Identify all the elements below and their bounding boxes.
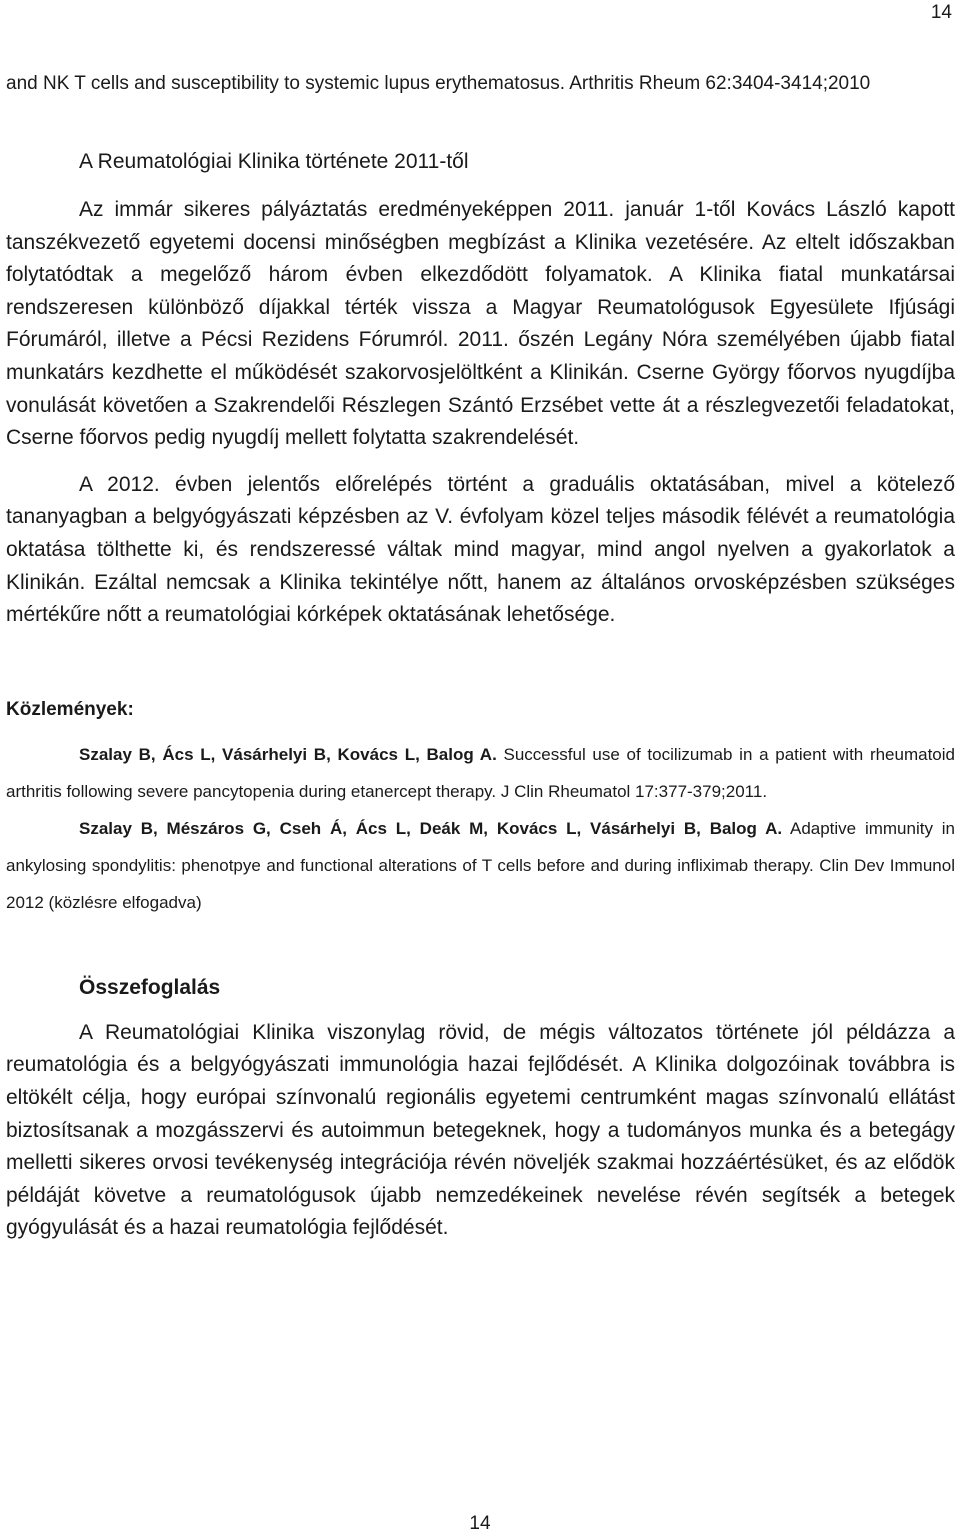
document-body xyxy=(6,70,955,1245)
reference-continuation: and NK T cells and susceptibility to systemic lupus erythematosus. Arthritis Rheum 62:3404-3414;2010 xyxy=(6,73,871,94)
publication-text: Adaptive immunity in ankylosing spondylitis: phenotpye and functional alterations of T cells before and during infliximab therapy. Clin Dev Immunol 2012 (közlésre elfogadva) xyxy=(6,818,955,912)
page-number-bottom: 14 xyxy=(469,1513,491,1534)
publications-title: Közlemények: xyxy=(6,698,134,720)
publication-item xyxy=(6,736,955,810)
summary-paragraph: A Reumatológiai Klinika viszonylag rövid, de mégis változatos története jól példázza a reumatológia és a belgyógyászati immunológia hazai fejlődését. A Klinika dolgozóinak továbbra is eltökélt célja, hogy európai színvonalú regionális egyetemi centrumként magas színvonalú ellátást biztosítsanak a mozgásszervi és autoimmun betegeknek, hogy a tudományos munka és a betegágy melletti sikeres orvosi tevékenység integrációja révén növeljék szakmai hozzáértésüket, és az elődök példáját követve a reumatológusok újabb nemzedékeinek nevelése révén segítsék a betegek gyógyulását és a hazai reumatológia fejlődését. xyxy=(6,1020,955,1240)
publication-authors: Szalay B, Ács L, Vásárhelyi B, Kovács L, Balog A. xyxy=(79,744,497,764)
history-section-title: A Reumatológiai Klinika története 2011-től xyxy=(79,150,469,173)
publication-item xyxy=(6,810,955,921)
publication-text: Successful use of tocilizumab in a patient with rheumatoid arthritis following severe pancytopenia during etanercept therapy. J Clin Rheumatol 17:377-379;2011. xyxy=(6,744,955,801)
summary-title: Összefoglalás xyxy=(79,975,221,999)
page-number-top: 14 xyxy=(930,2,952,23)
history-paragraph-2: A 2012. évben jelentős előrelépés történt a graduális oktatásában, mivel a kötelező tananyagban a belgyógyászati képzésben az V. évfolyam közel teljes második félévét a reumatológia oktatása tölthette ki, és rendszeressé váltak mind magyar, mind angol nyelven a gyakorlatok a Klinikán. Ezáltal nemcsak a Klinika tekintélye nőtt, hanem az általános orvosképzésben szükséges mértékűre nőtt a reumatológiai kórképek oktatásának lehetősége. xyxy=(6,472,955,627)
history-paragraph-1: Az immár sikeres pályáztatás eredményeképpen 2011. január 1-től Kovács László kapott tanszékvezető egyetemi docensi minőségben megbízást a Klinika vezetésére. Az eltelt időszakban folytatódtak a megelőző három évben elkezdődött folyamatok. A Klinika fiatal munkatársai rendszeresen különböző díjakkal térték vissza a Magyar Reumatológusok Egyesülete Ifjúsági Fórumáról, illetve a Pécsi Rezidens Fórumról. 2011. őszén Legány Nóra személyében újabb fiatal munkatárs kezdhette el működését szakorvosjelöltként a Klinikán. Cserne György főorvos nyugdíjba vonulását követően a Szakrendelői Részlegen Szántó Erzsébet vette át a részlegvezetői feladatokat, Cserne főorvos pedig nyugdíj mellett folytatta szakrendelését. xyxy=(6,198,955,450)
publication-authors: Szalay B, Mészáros G, Cseh Á, Ács L, Deák M, Kovács L, Vásárhelyi B, Balog A. xyxy=(79,818,783,838)
